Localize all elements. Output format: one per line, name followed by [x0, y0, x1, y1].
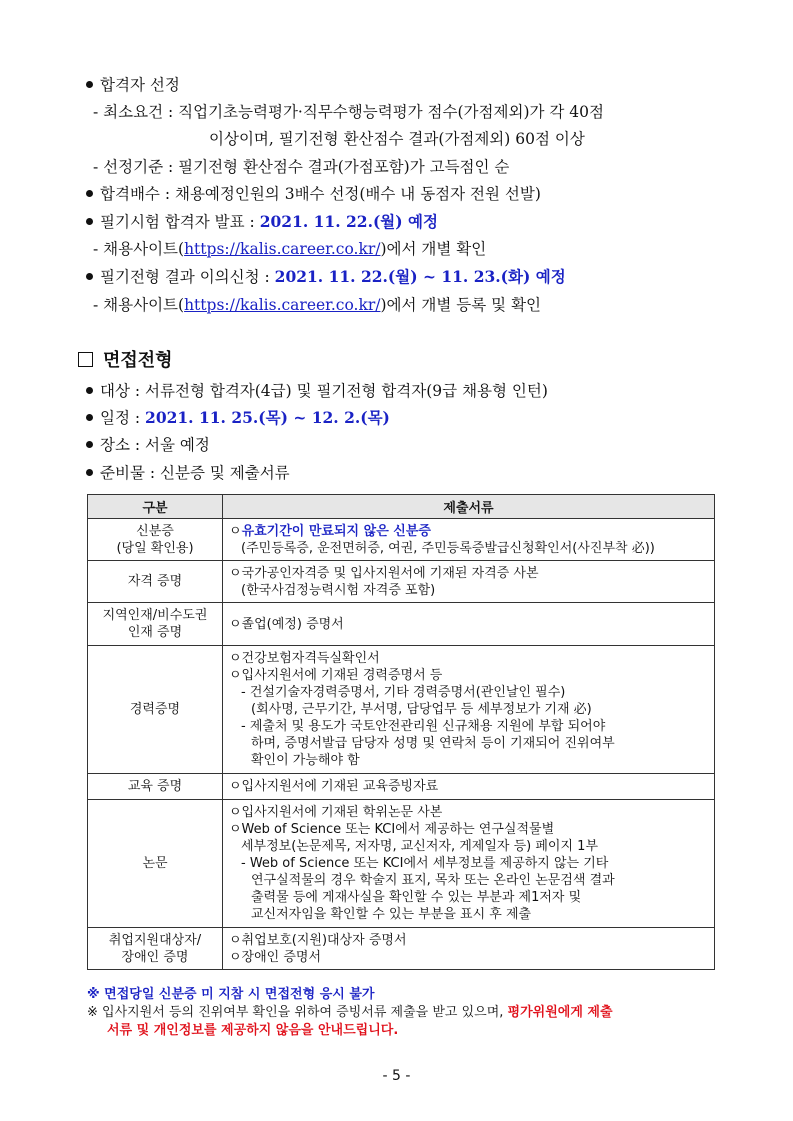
bullet-icon: [86, 218, 93, 225]
bullet-schedule: 일정 : 2021. 11. 25.(목) ~ 12. 2.(목): [86, 407, 390, 429]
row-category: 경력증명: [88, 646, 223, 774]
documents-table: [87, 494, 715, 970]
selection-criteria: - 선정기준 : 필기전형 환산점수 결과(가점포함)가 고득점인 순: [93, 158, 510, 176]
row-content: ㅇ취업보호(지원)대상자 증명서 ㅇ장애인 증명서: [223, 928, 715, 970]
table-row: [88, 603, 715, 646]
note-verification-cont: 서류 및 개인정보를 제공하지 않음을 안내드립니다.: [107, 1023, 399, 1038]
bullet-icon: [86, 414, 93, 421]
page-number: - 5 -: [382, 1068, 411, 1084]
row-category: 신분증 (당일 확인용): [88, 519, 223, 561]
min-requirement: - 최소요건 : 직업기초능력평가·직무수행능력평가 점수(가점제외)가 각 40점: [93, 103, 604, 121]
row-category: 자격 증명: [88, 561, 223, 603]
row-category: 교육 증명: [88, 774, 223, 800]
bullet-icon: [86, 190, 93, 197]
career-site-link[interactable]: https://kalis.career.co.kr/: [184, 296, 381, 314]
bullet-multiple: 합격배수 : 채용예정인원의 3배수 선정(배수 내 동점자 전원 선발): [86, 183, 541, 205]
note-verification: ※ 입사지원서 등의 진위여부 확인을 위하여 증빙서류 제출을 받고 있으며, 평가위원에게 제출: [87, 1005, 613, 1020]
table-row: [88, 519, 715, 561]
row-category: 논문: [88, 800, 223, 928]
bullet-place: 장소 : 서울 예정: [86, 434, 210, 456]
bullet-icon: [86, 273, 93, 280]
table-row: [88, 800, 715, 928]
row-content: ㅇ졸업(예정) 증명서: [223, 603, 715, 646]
min-requirement-cont: 이상이며, 필기전형 환산점수 결과(가점제외) 60점 이상: [209, 130, 585, 148]
row-content: ㅇ입사지원서에 기재된 학위논문 사본 ㅇWeb of Science 또는 KCI에서 제공하는 연구실적물별 세부정보(논문제목, 저자명, 교신저자, 게제일자 등) 페이지 1부 - Web of Science 또는 KCI에서 세부정보를 제공하지 않는 기타 연구실적물의 경우 학술지 표지, 목차 또는 온라인 논문검색 결과 출력물 등에 게재사실을 확인할 수 있는 부분과 제1저자 및 교신저자임을 확인할 수 있는 부분을 표시 후 제출: [223, 800, 715, 928]
row-content: ㅇ국가공인자격증 및 입사지원서에 기재된 자격증 사본 (한국사검정능력시험 자격증 포함): [223, 561, 715, 603]
bullet-icon: [86, 441, 93, 448]
table-row: [88, 646, 715, 774]
bullet-objection: 필기전형 결과 이의신청 : 2021. 11. 22.(월) ~ 11. 23.(화) 예정: [86, 266, 566, 288]
bullet-icon: [86, 81, 93, 88]
objection-site-line: - 채용사이트(https://kalis.career.co.kr/)에서 개별 등록 및 확인: [93, 296, 542, 314]
header-category: 구분: [88, 495, 223, 519]
table-header-row: [88, 495, 715, 519]
row-content: ㅇ건강보험자격득실확인서 ㅇ입사지원서에 기재된 경력증명서 등 - 건설기술자경력증명서, 기타 경력증명서(관인날인 필수) (회사명, 근무기간, 부서명, 담당업무 등 세부정보가 기재 必) - 제출처 및 용도가 국토안전관리원 신규채용 지원에 부합 되어야 하며, 증명서발급 담당자 성명 및 연락처 등이 기재되어 진위여부 확인이 가능해야 함: [223, 646, 715, 774]
square-box-icon: [78, 352, 93, 367]
bullet-target: 대상 : 서류전형 합격자(4급) 및 필기전형 합격자(9급 채용형 인턴): [86, 380, 548, 402]
row-category: 취업지원대상자/ 장애인 증명: [88, 928, 223, 970]
bullet-written-result: 필기시험 합격자 발표 : 2021. 11. 22.(월) 예정: [86, 211, 438, 233]
result-site-line: - 채용사이트(https://kalis.career.co.kr/)에서 개별 확인: [93, 240, 487, 258]
row-category: 지역인재/비수도권 인재 증명: [88, 603, 223, 646]
header-documents: 제출서류: [223, 495, 715, 519]
bullet-icon: [86, 469, 93, 476]
bullet-icon: [86, 387, 93, 394]
bullet-prep: 준비물 : 신분증 및 제출서류: [86, 462, 290, 484]
career-site-link[interactable]: https://kalis.career.co.kr/: [184, 240, 381, 258]
row-content: ㅇ입사지원서에 기재된 교육증빙자료: [223, 774, 715, 800]
note-id-required: ※ 면접당일 신분증 미 지참 시 면접전형 응시 불가: [87, 987, 375, 1002]
table-row: [88, 928, 715, 970]
bullet-selection: 합격자 선정: [86, 74, 180, 96]
table-row: [88, 774, 715, 800]
section-heading-interview: 면접전형: [78, 346, 173, 372]
row-content: ㅇ유효기간이 만료되지 않은 신분증 (주민등록증, 운전면허증, 여권, 주민등록증발급신청확인서(사진부착 必)): [223, 519, 715, 561]
table-row: [88, 561, 715, 603]
